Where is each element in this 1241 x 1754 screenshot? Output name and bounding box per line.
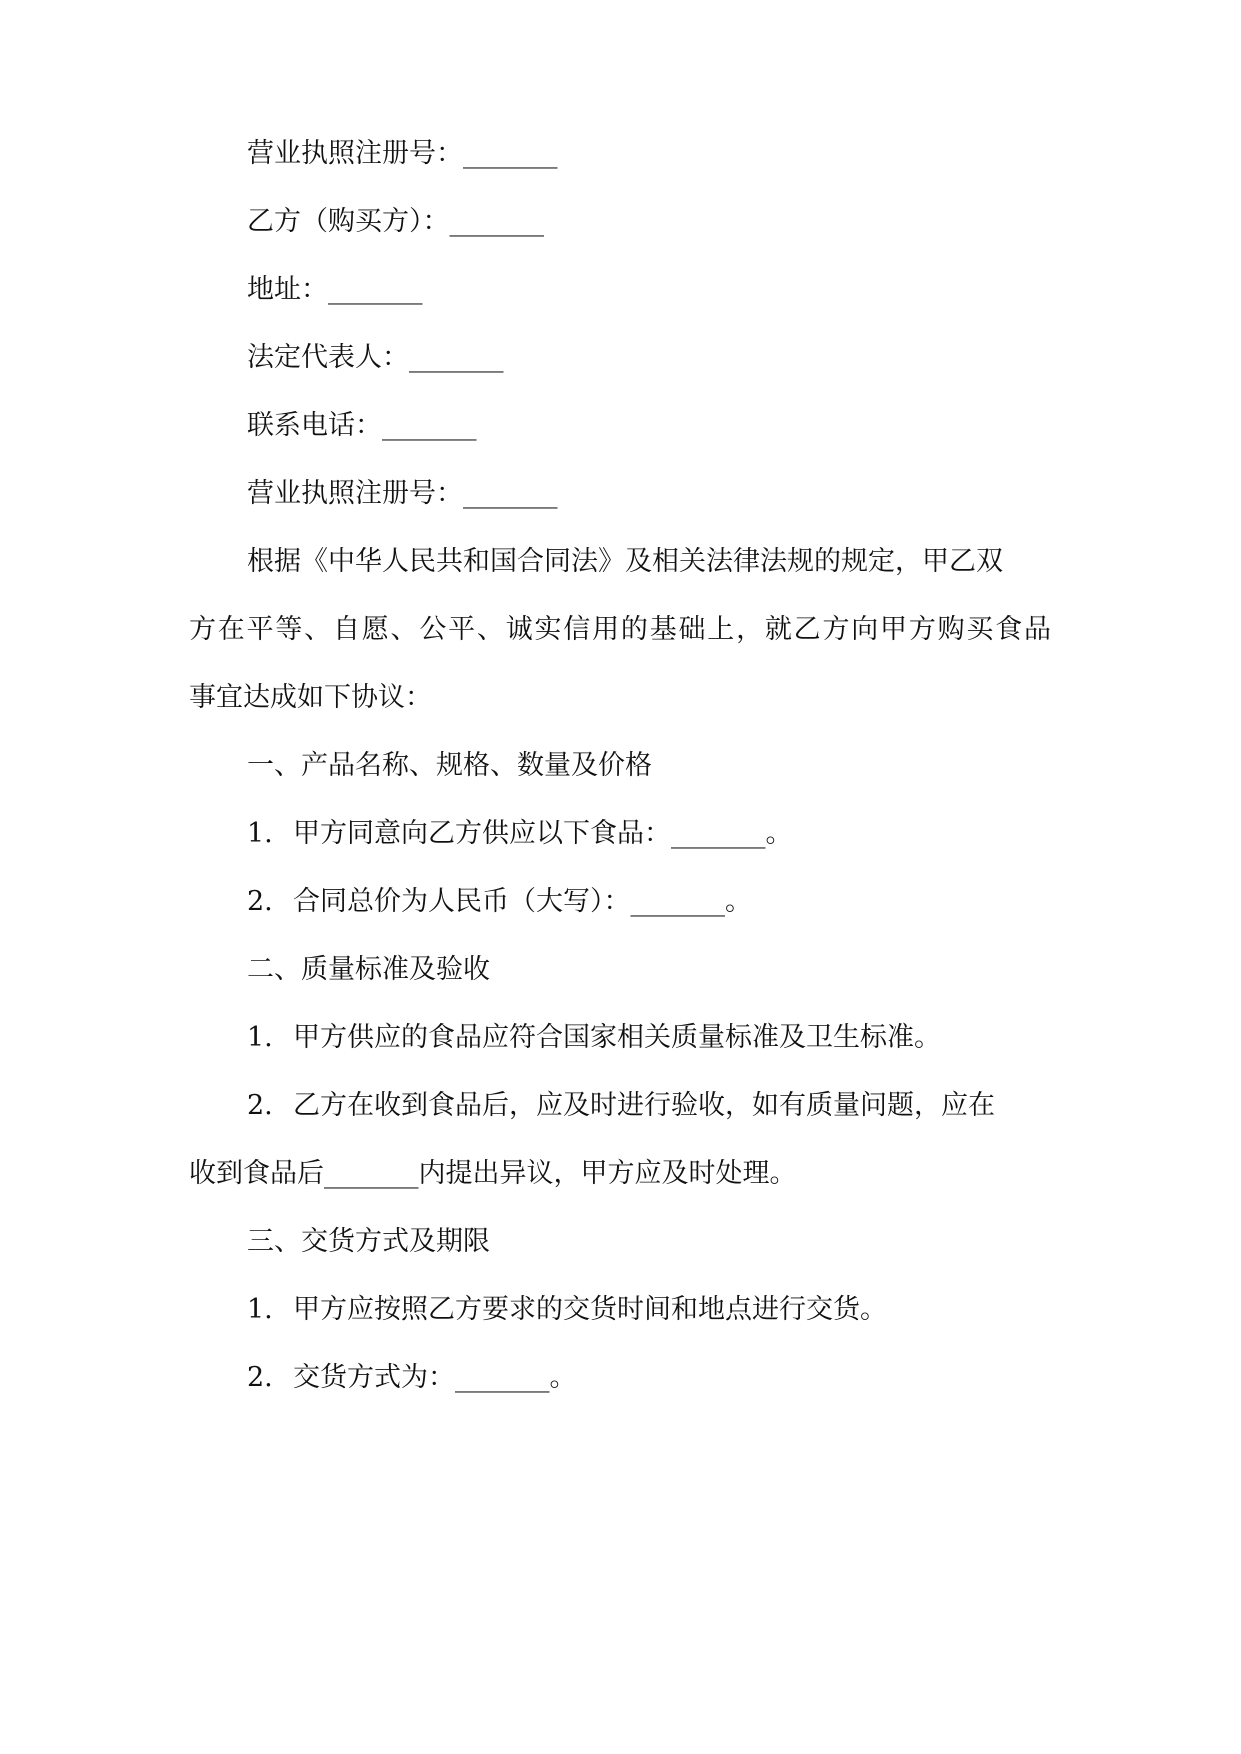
line-text: 营业执照注册号：_______ (247, 138, 558, 169)
clause-3-2 (0, 1358, 1241, 1398)
clause-3-1 (0, 1290, 1241, 1330)
section-title: 一、产品名称、规格、数量及价格 (247, 750, 652, 781)
clause-number: 1. (247, 818, 273, 849)
line-text: 法定代表人：_______ (247, 342, 504, 373)
business-license-number-line (0, 134, 1241, 174)
clause-text: 乙方在收到食品后，应及时进行验收，如有质量问题，应在 (293, 1090, 995, 1121)
clause-text: 甲方应按照乙方要求的交货时间和地点进行交货。 (293, 1294, 887, 1325)
business-license-number-line (0, 474, 1241, 514)
clause-2-2-continuation (0, 1154, 1241, 1194)
line-text: 乙方（购买方）：_______ (247, 206, 544, 237)
preamble-line-1 (0, 542, 1241, 582)
section-title: 二、质量标准及验收 (247, 954, 490, 985)
clause-number: 1. (247, 1294, 273, 1325)
clause-text: 合同总价为人民币（大写）：_______。 (293, 886, 752, 917)
section-heading-3 (0, 1222, 1241, 1262)
clause-2-2 (0, 1086, 1241, 1126)
clause-number: 2. (247, 1362, 273, 1393)
contact-phone-line (0, 406, 1241, 446)
clause-number: 2. (247, 886, 273, 917)
section-title: 三、交货方式及期限 (247, 1226, 490, 1257)
section-heading-1 (0, 746, 1241, 786)
line-text: 方在平等、自愿、公平、诚实信用的基础上，就乙方向甲方购买食品 (189, 614, 1051, 645)
clause-text: 交货方式为：_______。 (293, 1362, 577, 1393)
line-text: 根据《中华人民共和国合同法》及相关法律法规的规定，甲乙双 (247, 546, 1003, 577)
address-line (0, 270, 1241, 310)
clause-number: 1. (247, 1022, 273, 1053)
party-b-buyer-line (0, 202, 1241, 242)
section-heading-2 (0, 950, 1241, 990)
preamble-line-3 (0, 678, 1241, 718)
legal-representative-line (0, 338, 1241, 378)
clause-text: 甲方供应的食品应符合国家相关质量标准及卫生标准。 (293, 1022, 941, 1053)
line-text: 联系电话：_______ (247, 410, 477, 441)
line-text: 地址：_______ (247, 274, 423, 305)
clause-2-1 (0, 1018, 1241, 1058)
line-text: 营业执照注册号：_______ (247, 478, 558, 509)
clause-number: 2. (247, 1090, 273, 1121)
preamble-line-2 (0, 610, 1241, 650)
clause-1-1 (0, 814, 1241, 854)
clause-text: 甲方同意向乙方供应以下食品：_______。 (293, 818, 793, 849)
line-text: 事宜达成如下协议： (189, 682, 432, 713)
line-text: 收到食品后_______内提出异议，甲方应及时处理。 (189, 1158, 797, 1189)
clause-1-2 (0, 882, 1241, 922)
